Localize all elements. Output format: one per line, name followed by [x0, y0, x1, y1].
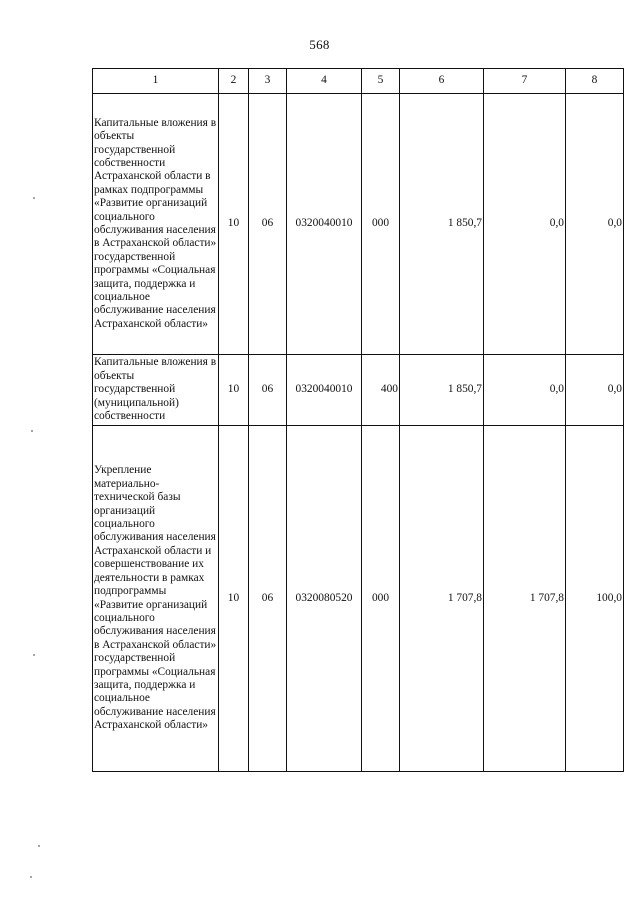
column-header-1: 1: [93, 69, 219, 94]
row-col7: 0,0: [484, 355, 566, 426]
row-col7: 0,0: [484, 94, 566, 355]
row-col8: 0,0: [566, 94, 624, 355]
row-target-article: 0320040010: [287, 355, 362, 426]
table-row: [93, 94, 624, 355]
row-expense-type: 000: [362, 94, 400, 355]
column-header-6: 6: [400, 69, 484, 94]
page-number: 568: [309, 37, 330, 52]
scan-speck: [30, 876, 32, 878]
column-header-5: 5: [362, 69, 400, 94]
row-name: Укрепление материально-технической базы организаций социального обслуживания населения Астраханской области и совершенствование их деятельности в рамках подпрограммы «Развитие организаций социального обслуживания населения в Астраханской области» государственной программы «Социальная защита, поддержка и социальное обслуживание населения Астраханской области»: [93, 426, 219, 772]
column-header-8: 8: [566, 69, 624, 94]
row-section: 10: [219, 355, 249, 426]
row-col8: 0,0: [566, 355, 624, 426]
row-col6: 1 850,7: [400, 355, 484, 426]
row-target-article: 0320040010: [287, 94, 362, 355]
column-header-3: 3: [249, 69, 287, 94]
row-subsection: 06: [249, 94, 287, 355]
budget-table: [92, 68, 624, 772]
row-section: 10: [219, 426, 249, 772]
row-subsection: 06: [249, 355, 287, 426]
scan-speck: [33, 197, 35, 199]
scan-speck: [33, 654, 35, 656]
table-header-row: [93, 69, 624, 94]
row-expense-type: 400: [362, 355, 400, 426]
row-col6: 1 850,7: [400, 94, 484, 355]
row-expense-type: 000: [362, 426, 400, 772]
row-col6: 1 707,8: [400, 426, 484, 772]
row-col7: 1 707,8: [484, 426, 566, 772]
row-name: Капитальные вложения в объекты государственной собственности Астраханской области в рамках подпрограммы «Развитие организаций социального обслуживания населения в Астраханской области» государственной программы «Социальная защита, поддержка и социальное обслуживание населения Астраханской области»: [93, 94, 219, 355]
table-row: [93, 355, 624, 426]
column-header-2: 2: [219, 69, 249, 94]
row-col8: 100,0: [566, 426, 624, 772]
row-subsection: 06: [249, 426, 287, 772]
row-name: Капитальные вложения в объекты государственной (муниципальной) собственности: [93, 355, 219, 426]
column-header-7: 7: [484, 69, 566, 94]
column-header-4: 4: [287, 69, 362, 94]
row-target-article: 0320080520: [287, 426, 362, 772]
scan-speck: [31, 430, 33, 432]
row-section: 10: [219, 94, 249, 355]
scan-speck: [38, 845, 40, 847]
table-row: [93, 426, 624, 772]
